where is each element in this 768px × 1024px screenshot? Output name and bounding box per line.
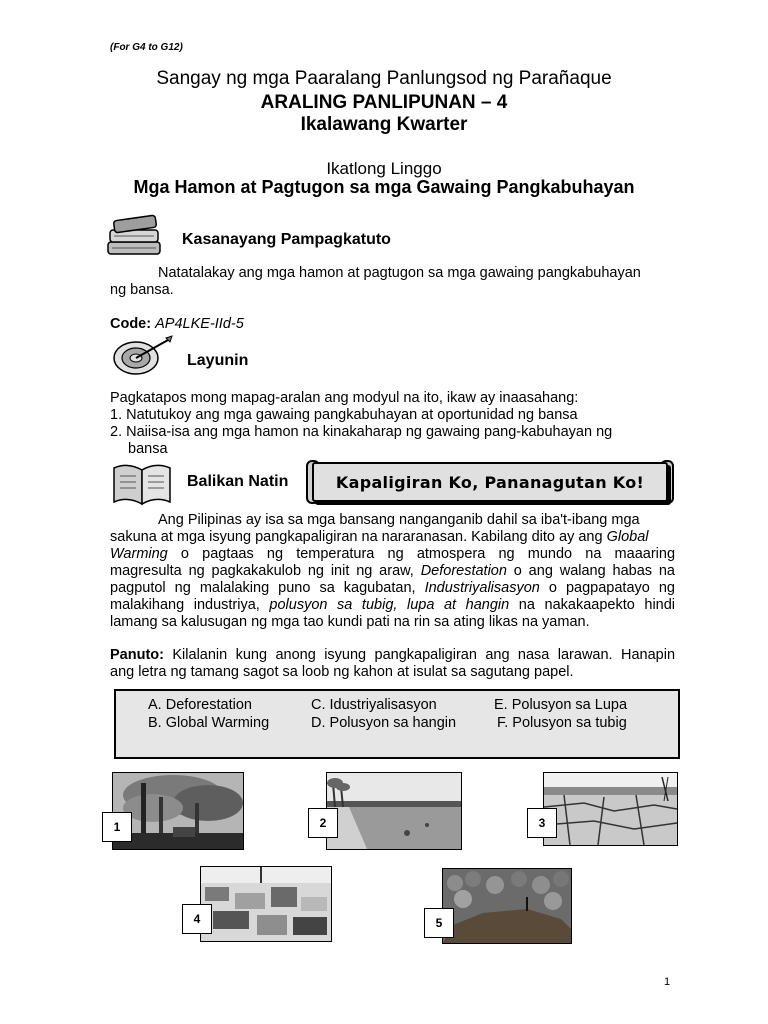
paragraph-line-6 bbox=[110, 597, 675, 614]
photo-garbage-dump bbox=[200, 866, 332, 942]
quarter-title: Ikalawang Kwarter bbox=[300, 114, 468, 135]
photo-riverbank bbox=[326, 772, 462, 850]
paragraph-line-2 bbox=[110, 529, 675, 546]
term-warming: Warming bbox=[110, 546, 168, 562]
grade-note: (For G4 to G12) bbox=[110, 42, 183, 53]
layunin-title: Layunin bbox=[187, 352, 249, 369]
choice-e: E. Polusyon sa Lupa bbox=[494, 697, 628, 713]
week-label: Ikatlong Linggo bbox=[326, 159, 442, 178]
term-global: Global bbox=[606, 529, 649, 545]
subject-title: ARALING PANLIPUNAN – 4 bbox=[260, 92, 508, 113]
layunin-item-2-cont: bansa bbox=[128, 441, 168, 457]
paragraph-text: na nakakaapekto hindi bbox=[518, 597, 676, 613]
books-icon bbox=[104, 208, 170, 254]
term-polusyon: polusyon sa tubig, lupa at hangin bbox=[269, 597, 510, 613]
paragraph-text: o ang walang habas na bbox=[513, 563, 675, 579]
paragraph-text: o pagtaas ng temperatura ng atmospera ng mundo na maaaring bbox=[180, 546, 676, 562]
panuto-line-1 bbox=[110, 647, 675, 664]
layunin-item-1: 1. Natutukoy ang mga gawaing pangkabuhayan at oportunidad ng bansa bbox=[110, 407, 578, 423]
kasanayan-text-line2: ng bansa. bbox=[110, 282, 174, 298]
paragraph-text: magresulta ng pagkakakulob ng init ng araw, bbox=[110, 563, 414, 579]
kasanayan-text-line1: Natatalakay ang mga hamon at pagtugon sa mga gawaing pangkabuhayan bbox=[158, 265, 641, 281]
layunin-item-2: 2. Naiisa-isa ang mga hamon na kinakaharap ng gawaing pang-kabuhayan ng bbox=[110, 424, 613, 440]
code-line bbox=[110, 316, 244, 333]
panuto-line-2: ang letra ng tamang sagot sa loob ng kahon at isulat sa sagutang papel. bbox=[110, 664, 574, 680]
paragraph-text: o pagpapatayo ng bbox=[548, 580, 675, 596]
picture-number-4: 4 bbox=[182, 904, 212, 934]
layunin-intro: Pagkatapos mong mapag-aralan ang modyul na ito, ikaw ay inaasahang: bbox=[110, 390, 579, 406]
choice-c: C. Idustriyalisasyon bbox=[311, 697, 437, 713]
paragraph-text: pagputol ng malalaking puno sa kagubatan, bbox=[110, 580, 416, 596]
choice-f: F. Polusyon sa tubig bbox=[497, 715, 627, 731]
picture-number-5: 5 bbox=[424, 908, 454, 938]
paragraph-text: malakihang industriya, bbox=[110, 597, 260, 613]
photo-cracked-earth bbox=[543, 772, 678, 846]
picture-number-1: 1 bbox=[102, 812, 132, 842]
picture-number-2: 2 bbox=[308, 808, 338, 838]
paragraph-line-1: Ang Pilipinas ay isa sa mga bansang nanganganib dahil sa iba't-ibang mga bbox=[158, 512, 640, 528]
scroll-banner bbox=[312, 462, 668, 502]
choice-b: B. Global Warming bbox=[148, 715, 270, 731]
paragraph-text: sakuna at mga isyung pangkapaligiran na nararanasan. Kabilang dito ay ang bbox=[110, 529, 603, 545]
choice-d: D. Polusyon sa hangin bbox=[311, 715, 457, 731]
panuto-text: Kilalanin kung anong isyung pangkapaligiran ang nasa larawan. Hanapin bbox=[172, 647, 676, 663]
choice-a: A. Deforestation bbox=[148, 697, 252, 713]
topic-title: Mga Hamon at Pagtugon sa mga Gawaing Pangkabuhayan bbox=[133, 177, 635, 197]
photo-deforested-hill bbox=[442, 868, 572, 944]
kasanayan-title: Kasanayang Pampagkatuto bbox=[182, 231, 391, 248]
panuto-label: Panuto: bbox=[110, 647, 164, 663]
open-book-icon bbox=[110, 460, 176, 506]
term-deforestation: Deforestation bbox=[420, 563, 507, 579]
paragraph-line-4 bbox=[110, 563, 675, 580]
code-label: Code: bbox=[110, 316, 152, 332]
banner-text: Kapaligiran Ko, Pananagutan Ko! bbox=[335, 472, 645, 492]
paragraph-line-5 bbox=[110, 580, 675, 597]
paragraph-line-3 bbox=[110, 546, 675, 563]
page-number: 1 bbox=[664, 976, 671, 988]
code-value: AP4LKE-IId-5 bbox=[155, 316, 244, 332]
paragraph-line-7: lamang sa kalusugan ng mga tao kundi pati na rin sa ating likas na yaman. bbox=[110, 614, 590, 630]
picture-number-3: 3 bbox=[527, 808, 557, 838]
target-icon bbox=[110, 334, 176, 380]
balikan-title: Balikan Natin bbox=[187, 473, 289, 490]
division-name: Sangay ng mga Paaralang Panlungsod ng Parañaque bbox=[156, 68, 612, 89]
term-industriyalisasyon: Industriyalisasyon bbox=[424, 580, 540, 596]
